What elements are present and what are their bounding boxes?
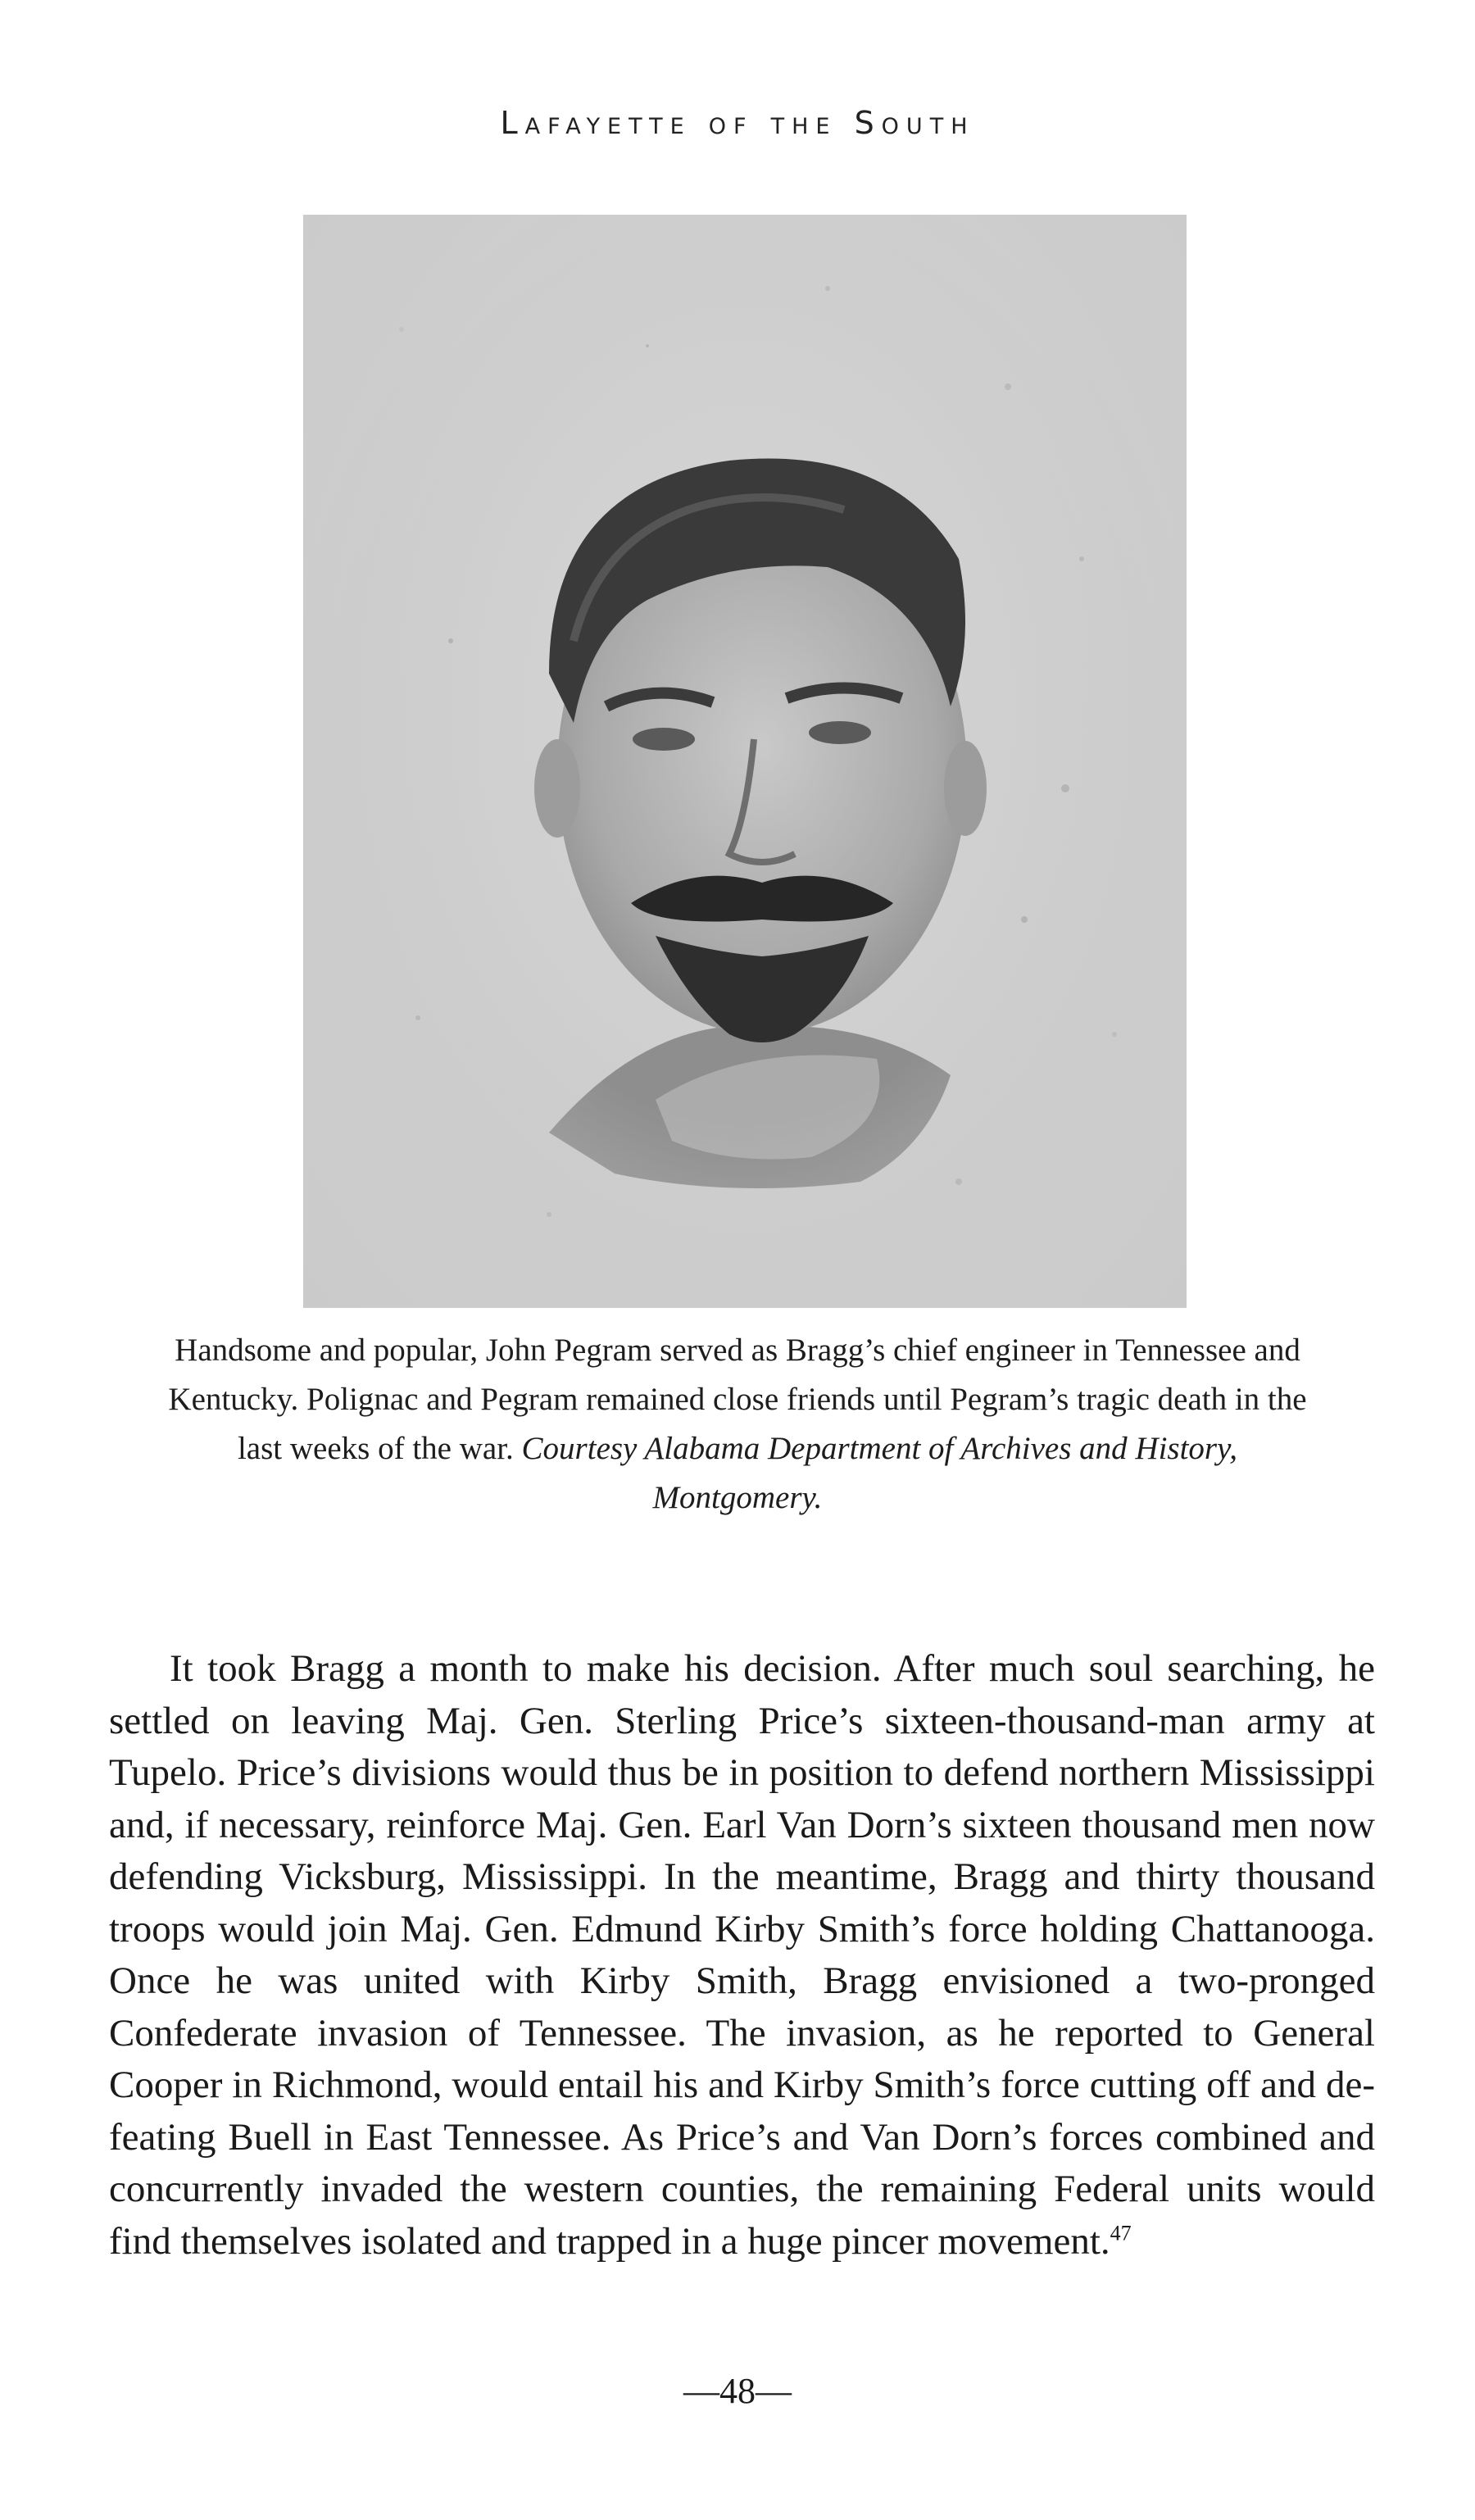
figure-caption: [164, 1326, 1311, 1523]
portrait-illustration: [303, 215, 1187, 1308]
running-head: Lafayette of the South: [500, 105, 975, 141]
paragraph-text: It took Bragg a month to make his decision. After much soul searching, he settled on leaving Maj. Gen. Sterling Price’s sixteen-thousand-man army at Tupelo. Price’s divisions would thus be in position to defend northern Mississippi and, if necessary, reinforce Maj. Gen. Earl Van Dorn’s sixteen thousand men now defending Vicksburg, Mississippi. In the meantime, Bragg and thirty thousand troops would join Maj. Gen. Edmund Kirby Smith’s force holding Chattanooga. Once he was united with Kirby Smith, Bragg envisioned a two-pronged Confederate invasion of Tennessee. The invasion, as he reported to General Cooper in Richmond, would entail his and Kirby Smith’s force cutting off and defeating Buell in East Tennessee. As Price’s and Van Dorn’s forces combined and concurrently invaded the western counties, the remaining Federal units would find themselves isolated and trapped in a huge pincer movement.: [109, 1647, 1375, 2263]
footnote-reference[interactable]: 47: [1110, 2220, 1132, 2245]
caption-text: Handsome and popular, John Pegram served as Bragg’s chief engineer in Tennessee and Kentucky. Polignac and Pegram remained close friends until Pegram’s tragic death in the last weeks of the war.: [168, 1333, 1307, 1466]
body-paragraph: [109, 1643, 1375, 2268]
portrait-photo: [303, 215, 1187, 1308]
page-number: —48—: [683, 2371, 792, 2411]
caption-credit: Courtesy Alabama Department of Archives and History, Montgomery.: [521, 1431, 1238, 1515]
